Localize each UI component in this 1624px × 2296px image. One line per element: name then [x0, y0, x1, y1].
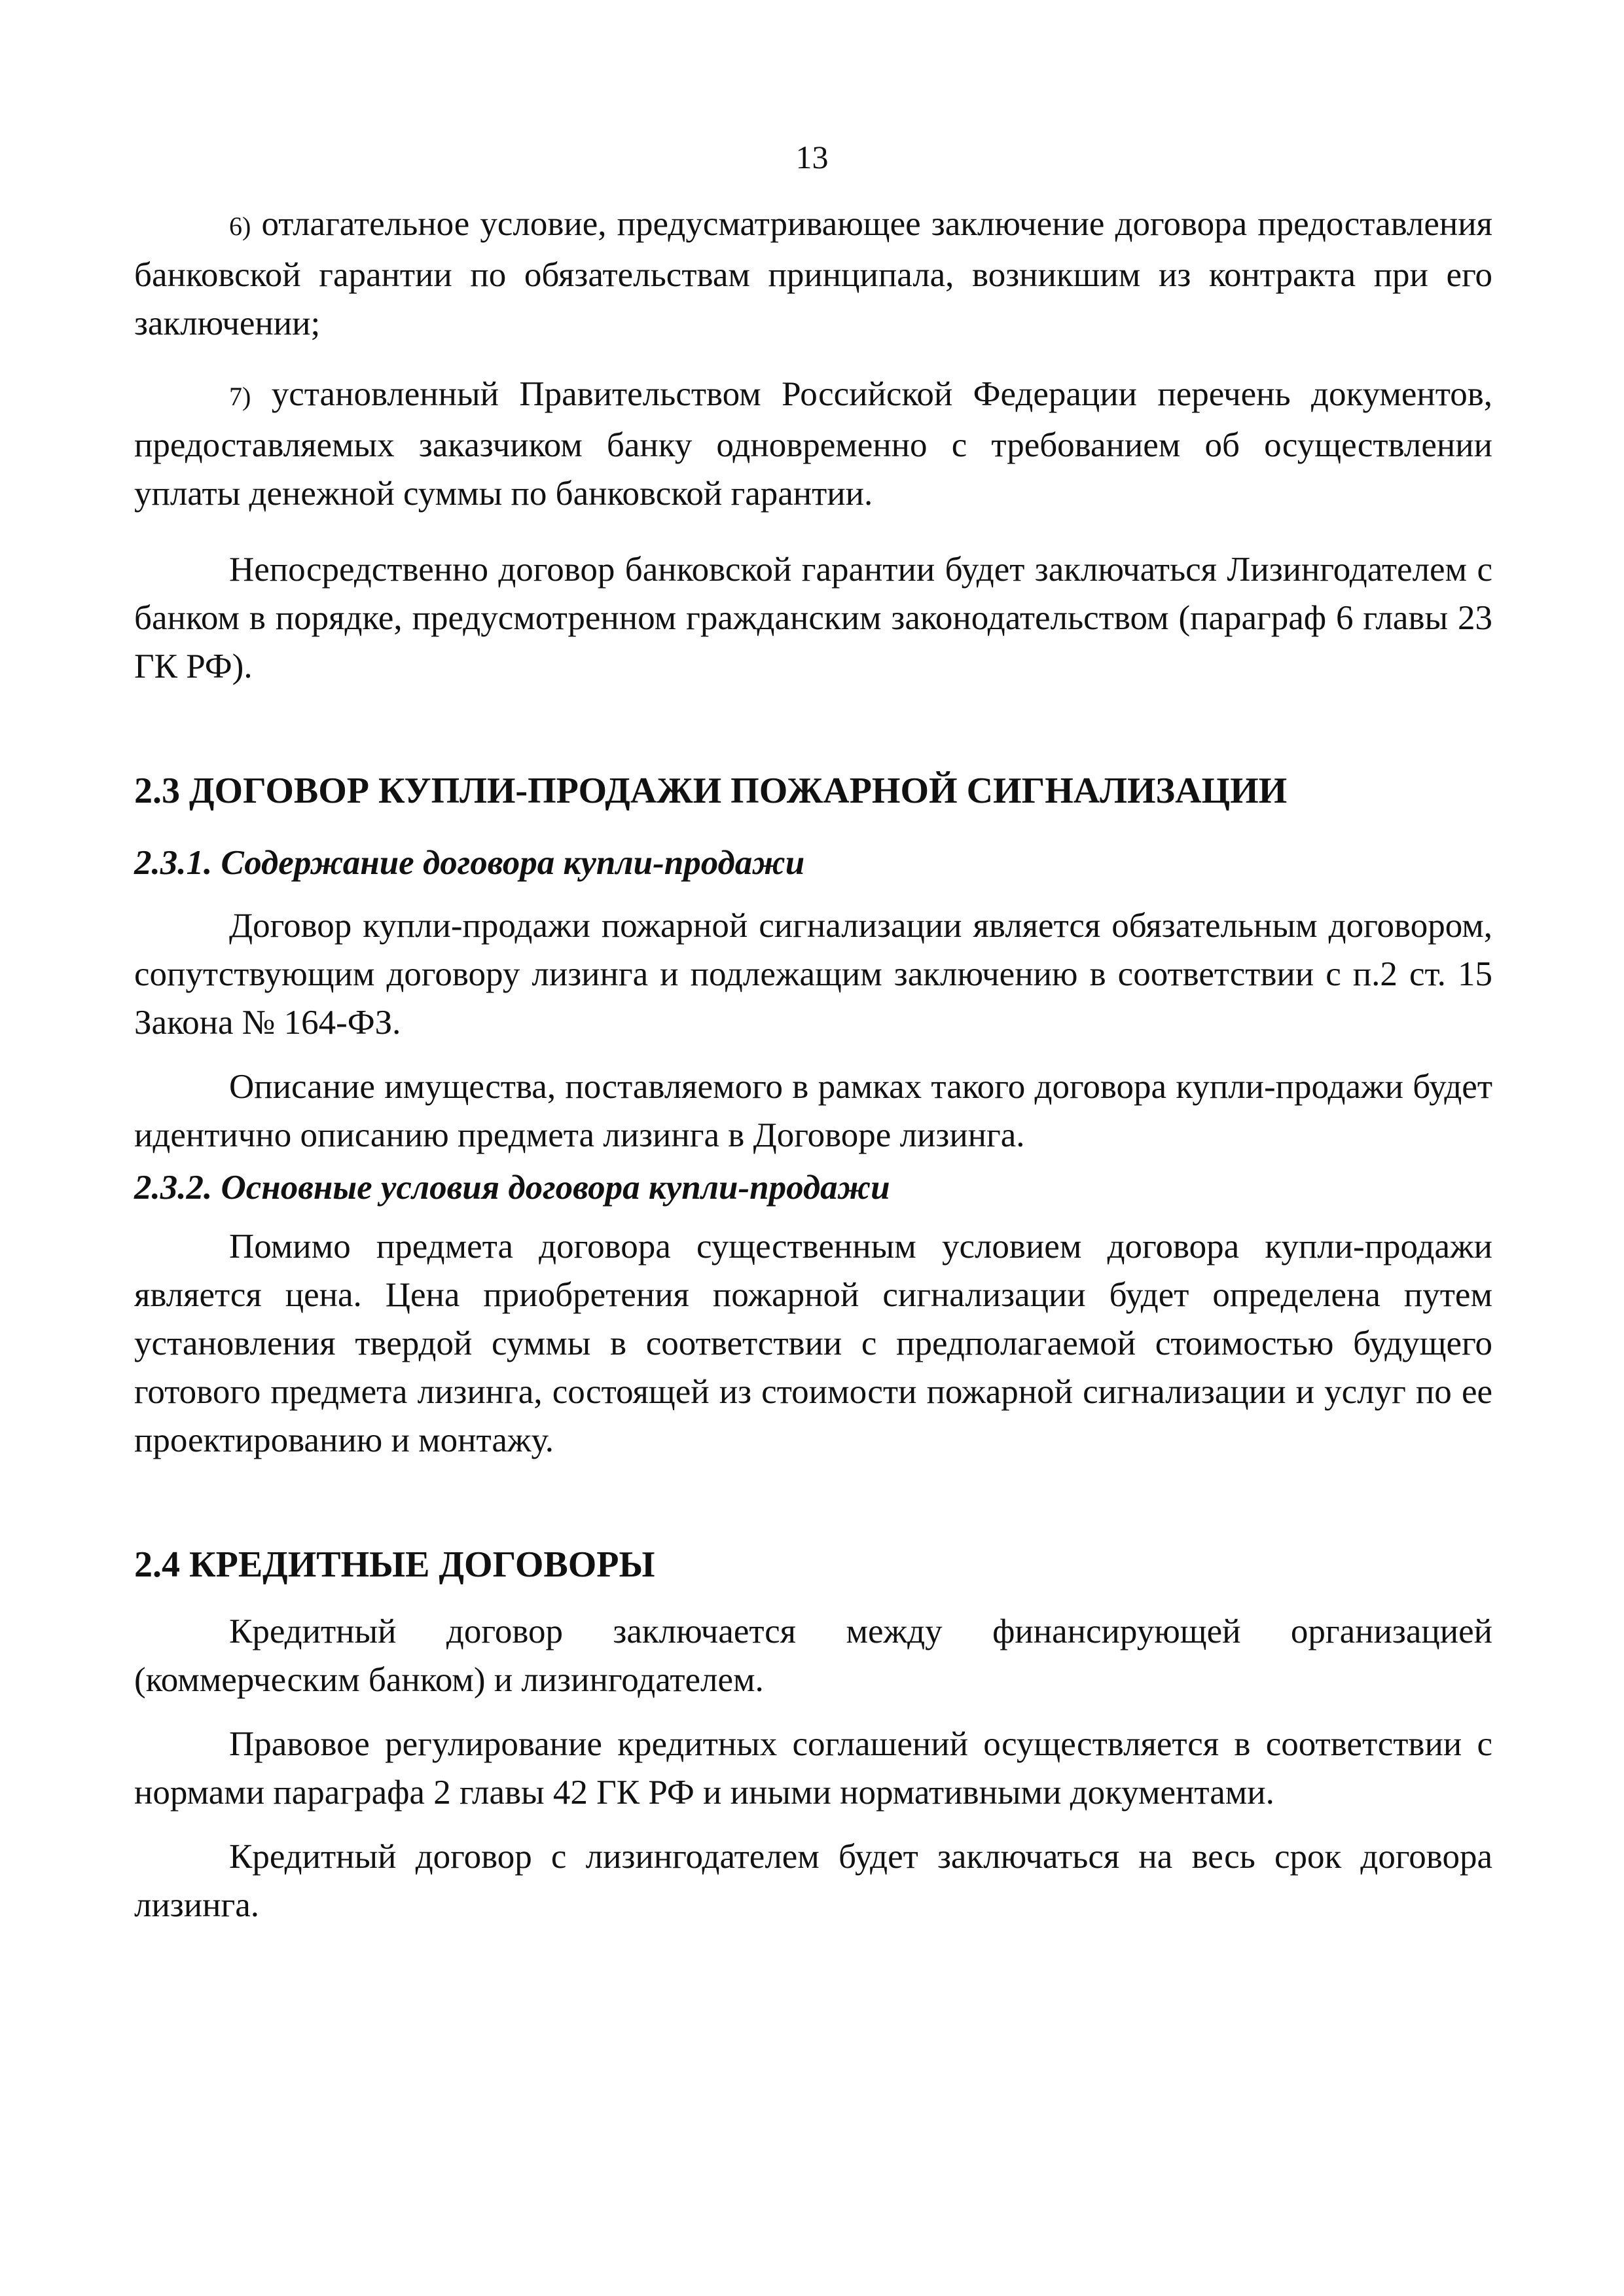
- section-title-2-4: 2.4 КРЕДИТНЫЕ ДОГОВОРЫ: [134, 1544, 655, 1585]
- paragraph: Кредитный договор заключается между финансирующей организацией (коммерческим банком) и лизингодателем.: [134, 1613, 1492, 1699]
- section-title-2-3: 2.3 ДОГОВОР КУПЛИ-ПРОДАЖИ ПОЖАРНОЙ СИГНАЛИЗАЦИИ: [134, 771, 1288, 811]
- document-body: [134, 200, 1492, 1929]
- paragraph: Описание имущества, поставляемого в рамках такого договора купли-продажи будет идентично описанию предмета лизинга в Договоре лизинга.: [134, 1068, 1492, 1154]
- bank-guarantee-paragraph: Непосредственно договор банковской гарантии будет заключаться Лизингодателем с банком в порядке, предусмотренном гражданским законодательством (параграф 6 главы 23 ГК РФ).: [134, 551, 1492, 685]
- list-item-text: отлагательное условие, предусматривающее заключение договора предоставления банковской гарантии по обязательствам принципала, возникшим из контракта при его заключении;: [134, 205, 1492, 342]
- list-item-6: [134, 200, 1492, 348]
- subsection-title-2-3-2: 2.3.2. Основные условия договора купли-продажи: [134, 1169, 890, 1207]
- subsection-title-2-3-1: 2.3.1. Содержание договора купли-продажи: [134, 844, 805, 882]
- list-item-7: [134, 370, 1492, 518]
- list-item-number: 6): [229, 211, 251, 241]
- paragraph: Помимо предмета договора существенным условием договора купли-продажи является цена. Цена приобретения пожарной сигнализации будет определена путем установления твердой суммы в соответствии с предполагаемой стоимостью будущего готового предмета лизинга, состоящей из стоимости пожарной сигнализации и услуг по ее проектированию и монтажу.: [134, 1228, 1492, 1459]
- paragraph: Договор купли-продажи пожарной сигнализации является обязательным договором, сопутствующим договору лизинга и подлежащим заключению в соответствии с п.2 ст. 15 Закона № 164-ФЗ.: [134, 907, 1492, 1042]
- paragraph: Кредитный договор с лизингодателем будет заключаться на весь срок договора лизинга.: [134, 1838, 1492, 1924]
- page-number: 13: [795, 139, 829, 175]
- paragraph: Правовое регулирование кредитных соглашений осуществляется в соответствии с нормами параграфа 2 главы 42 ГК РФ и иными нормативными документами.: [134, 1725, 1492, 1812]
- list-item-number: 7): [229, 382, 251, 411]
- list-item-text: установленный Правительством Российской Федерации перечень документов, предоставляемых заказчиком банку одновременно с требованием об осуществлении уплаты денежной суммы по банковской гарантии.: [134, 375, 1492, 513]
